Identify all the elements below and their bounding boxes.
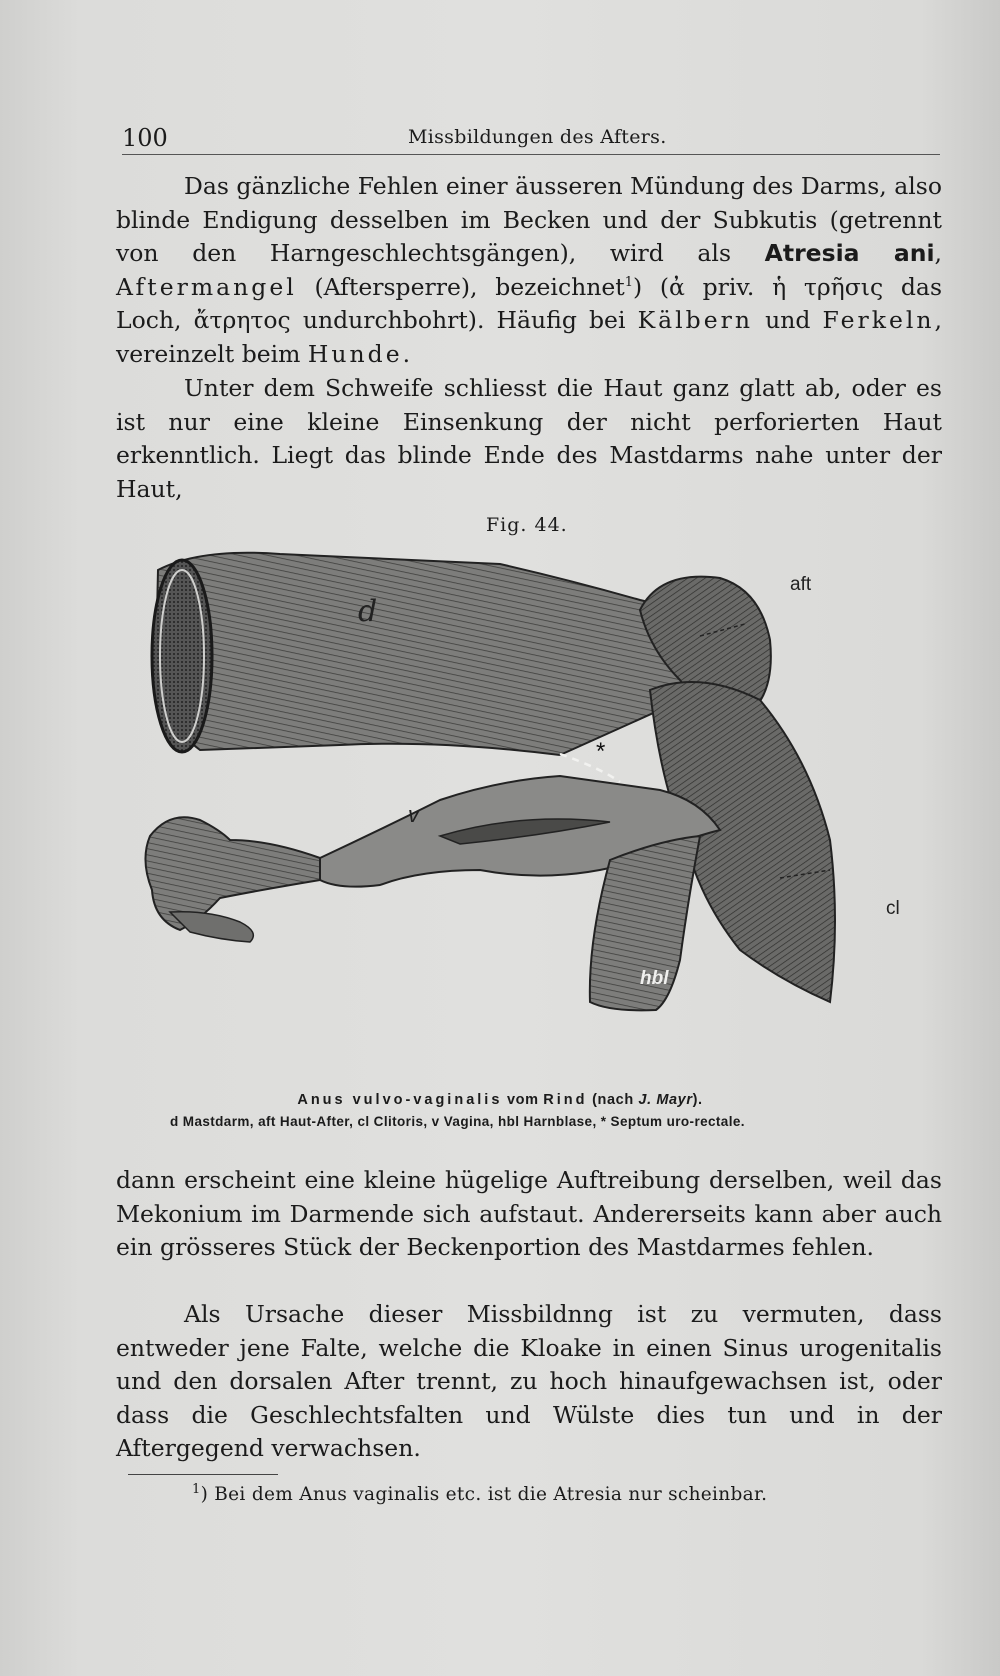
- paragraph-2: Unter dem Schweife schliesst die Haut ganz glatt ab, oder es ist nur eine kleine Einsenkung der nicht perforierten Haut erkenntlich. Liegt das blinde Ende des Mastdarms nahe unter der Haut,: [116, 374, 942, 503]
- letter-aft: aft: [790, 574, 812, 595]
- letter-star: *: [596, 738, 606, 765]
- p1-text-g: ) (ἀ priv. ἡ τρῆσις das Loch, ἄτρητος undurchbohrt). Häufig bei: [116, 272, 942, 334]
- letter-hbl: hbl: [640, 968, 669, 989]
- footnote: [192, 1481, 768, 1505]
- p1-text-i: und: [753, 306, 823, 334]
- footnote-ref: 1: [624, 274, 634, 290]
- term-hunde: Hunde: [307, 339, 403, 368]
- running-head: Missbildungen des Afters.: [408, 126, 667, 148]
- term-atresia-ani: Atresia ani: [764, 239, 935, 267]
- illustration-svg: [140, 540, 900, 1080]
- p1-text-c: ,: [934, 239, 942, 267]
- term-kaelbern: Kälbern: [637, 306, 753, 334]
- anatomical-illustration: [140, 540, 900, 1080]
- term-ferkeln: Ferkeln: [822, 306, 935, 334]
- caption-text-3: ).: [692, 1092, 703, 1108]
- figure-caption-legend: d Mastdarm, aft Haut-After, cl Clitoris, v Vagina, hbl Harnblase, * Septum uro-rectale.: [170, 1114, 745, 1129]
- p1-text-e: (Aftersperre), bezeichnet: [296, 272, 625, 301]
- letter-cl: cl: [886, 898, 900, 919]
- paragraph-1: [116, 170, 942, 371]
- p1-text-a: Das gänzliche Fehlen einer äusseren Mündung des Darms, also blinde Endigung desselben im Becken und der Subkutis (getrennt von den Harngeschlechtsgängen), wird als: [116, 172, 942, 267]
- footnote-text: ) Bei dem Anus vaginalis etc. ist die Atresia nur scheinbar.: [200, 1484, 768, 1505]
- letter-d: d: [358, 594, 378, 629]
- term-aftermangel: Aftermangel: [116, 272, 297, 301]
- footnote-rule: [128, 1474, 278, 1475]
- caption-term: Anus vulvo-vaginalis: [297, 1092, 503, 1108]
- figure-label: Fig. 44.: [486, 514, 568, 536]
- p1-text-k: , vereinzelt beim: [116, 306, 942, 368]
- paragraph-3: dann erscheint eine kleine hügelige Auftreibung derselben, weil das Mekonium im Darmende sich aufstaut. Andererseits kann aber auch ein grösseres Stück der Beckenportion des Mastdarmes fehlen.: [116, 1166, 942, 1261]
- page-number: 100: [122, 124, 168, 152]
- caption-author: J. Mayr: [638, 1092, 693, 1108]
- caption-animal: Rind: [543, 1092, 588, 1108]
- p1-text-m: .: [402, 339, 411, 368]
- page-header: [122, 124, 940, 155]
- caption-text: vom: [502, 1092, 544, 1108]
- figure-caption-title: [0, 1092, 1000, 1108]
- paragraph-4: Als Ursache dieser Missbildnng ist zu vermuten, dass entweder jene Falte, welche die Kloake in einen Sinus urogenitalis und den dorsalen After trennt, zu hoch hinaufgewachsen ist, oder dass die Geschlechtsfalten und Wülste dies tun und in der Aftergegend verwachsen.: [116, 1300, 942, 1462]
- caption-text-2: (nach: [587, 1092, 639, 1108]
- letter-v: v: [408, 802, 419, 827]
- footnote-mark: 1: [192, 1481, 201, 1497]
